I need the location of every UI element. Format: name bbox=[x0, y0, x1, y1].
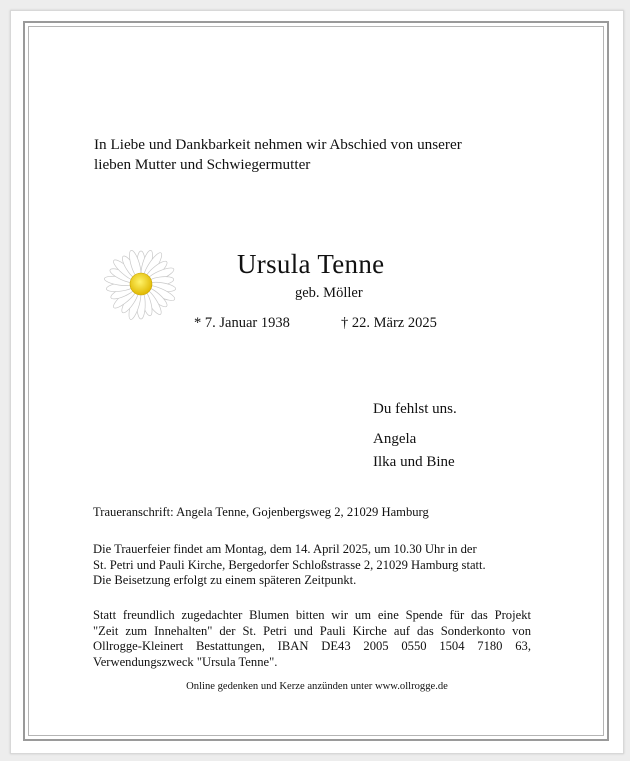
signature-2: Ilka und Bine bbox=[373, 454, 455, 470]
intro-line-2: lieben Mutter und Schwiegermutter bbox=[94, 156, 311, 173]
closing-phrase: Du fehlst uns. bbox=[373, 401, 457, 417]
daisy-icon bbox=[99, 242, 183, 326]
donation-line-3: Ollrogge-Kleinert Bestattungen, IBAN DE43 2005 0550 1504 7180 63, bbox=[93, 639, 531, 654]
death-date: † 22. März 2025 bbox=[341, 315, 437, 331]
ceremony-info bbox=[93, 542, 531, 589]
donation-line-2: "Zeit zum Innehalten" der St. Petri und Pauli Kirche auf das Sonderkonto von bbox=[93, 623, 531, 638]
ceremony-line-2: St. Petri und Pauli Kirche, Bergedorfer Schloßstrasse 2, 21029 Hamburg statt. bbox=[93, 557, 486, 572]
maiden-name: geb. Möller bbox=[295, 285, 363, 301]
deceased-name: Ursula Tenne bbox=[237, 249, 385, 279]
intro-text bbox=[94, 135, 462, 175]
online-memorial-note: Online gedenken und Kerze anzünden unter www.ollrogge.de bbox=[186, 681, 448, 692]
intro-line-1: In Liebe und Dankbarkeit nehmen wir Abschied von unserer bbox=[94, 136, 462, 153]
ceremony-line-3: Die Beisetzung erfolgt zu einem späteren Zeitpunkt. bbox=[93, 573, 357, 588]
donation-info bbox=[93, 608, 531, 670]
donation-line-1: Statt freundlich zugedachter Blumen bitten wir um eine Spende für das Projekt bbox=[93, 608, 531, 622]
ceremony-line-1: Die Trauerfeier findet am Montag, dem 14. April 2025, um 10.30 Uhr in der bbox=[93, 542, 477, 556]
birth-date: * 7. Januar 1938 bbox=[194, 315, 290, 331]
donation-line-4: Verwendungszweck "Ursula Tenne". bbox=[93, 654, 278, 669]
signature-1: Angela bbox=[373, 431, 417, 447]
mourning-address: Traueranschrift: Angela Tenne, Gojenbergsweg 2, 21029 Hamburg bbox=[93, 505, 429, 519]
obituary-card bbox=[10, 10, 624, 754]
